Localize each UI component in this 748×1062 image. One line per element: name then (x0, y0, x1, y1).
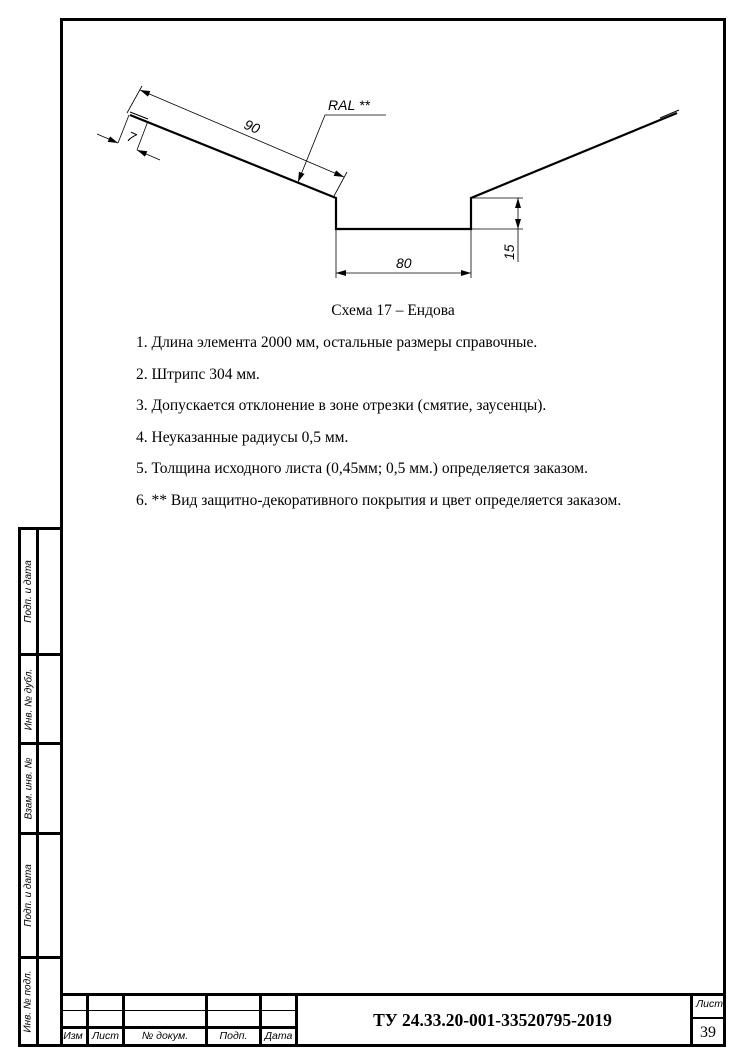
profile-outline (130, 113, 677, 229)
dimension-90-label: 90 (241, 116, 263, 137)
document-code: ТУ 24.33.20-001-33520795-2019 (373, 1009, 612, 1030)
col-label-signature: Подп. (219, 1030, 248, 1042)
title-block (60, 993, 726, 1047)
side-stamp-strip (18, 527, 60, 1047)
coating-label: RAL ** (328, 97, 370, 113)
dimension-90 (124, 86, 347, 196)
dimension-15-label: 15 (501, 244, 517, 260)
note-item: 6. ** Вид защитно-декоративного покрытия и цвет определяется заказом. (136, 491, 622, 509)
strip-label-orig-inv: Инв. № подл. (23, 970, 34, 1033)
note-item: 1. Длина элемента 2000 мм, остальные размеры справочные. (136, 334, 538, 351)
strip-label-dup-inv: Инв. № дубл. (23, 668, 34, 730)
col-label-change: Изм (63, 1030, 83, 1042)
col-label-date: Дата (264, 1030, 293, 1042)
notes-list (136, 334, 621, 523)
strip-label-sign-date: Подп. и дата (23, 560, 35, 623)
note-item: 4. Неуказанные радиусы 0,5 мм. (136, 428, 349, 446)
note-item: 3. Допускается отклонение в зоне отрезки (смятие, заусенцы). (136, 397, 547, 414)
note-item: 5. Толщина исходного листа (0,45мм; 0,5 мм.) определяется заказом. (136, 460, 588, 477)
strip-divider (36, 530, 39, 1044)
dimension-80-label: 80 (396, 255, 412, 271)
strip-label-replace-inv: Взам. инв. № (23, 757, 35, 820)
valley-profile-drawing (0, 0, 748, 300)
note-item: 2. Штрипс 304 мм. (136, 365, 260, 383)
strip-label-sign-date-2: Подп. и дата (23, 864, 35, 927)
sheet-number: 39 (700, 1024, 716, 1041)
figure-caption: Схема 17 – Ендова (331, 302, 455, 319)
coating-leader (298, 115, 386, 182)
col-label-doc-number: № докум. (141, 1030, 189, 1042)
sheet-label: Лист (695, 998, 724, 1010)
col-label-sheet: Лист (91, 1030, 120, 1042)
dimension-7-label: 7 (124, 128, 139, 146)
